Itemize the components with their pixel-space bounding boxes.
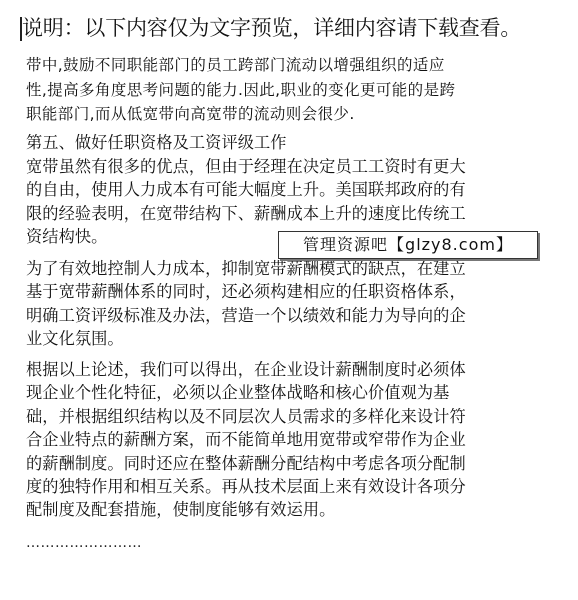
watermark-box — [278, 231, 538, 259]
section-heading — [26, 131, 556, 154]
text-line: 根据以上论述，我们可以得出，在企业设计薪酬制度时必须体 — [26, 360, 466, 379]
text-cursor — [20, 17, 22, 41]
text-line: 配制度及配套措施，使制度能够有效运用。 — [26, 500, 336, 520]
text-line: 性,提高多角度思考问题的能力.因此,职业的变化更可能的是跨 — [26, 80, 456, 99]
text-line: 为了有效地控制人力成本，抑制宽带薪酬模式的缺点，在建立 — [26, 259, 466, 278]
text-line: 础，并根据组织结构以及不同层次人员需求的多样化来设计符 — [26, 406, 466, 426]
text-line: 限的经验表明，在宽带结构下、薪酬成本上升的速度比传统工 — [26, 203, 466, 223]
ellipsis-dots: …………………… — [26, 535, 142, 551]
watermark-text: 管理资源吧【glzy8.com】 — [303, 235, 513, 254]
text-line: 明确工资评级标准及办法，营造一个以绩效和能力为导向的企 — [26, 305, 466, 325]
text-line: 度的独特作用和相互关系。再从技术层面上来有效设计各项分 — [26, 476, 466, 496]
paragraph-career-mobility — [26, 53, 556, 127]
section-heading-text: 第五、做好任职资格及工资评级工作 — [26, 133, 287, 152]
preview-notice-header — [22, 14, 521, 42]
paragraph-conclusion — [26, 358, 556, 522]
text-line: 业文化氛围。 — [26, 329, 124, 349]
text-line: 资结构快。 — [26, 227, 108, 247]
text-line: 带中,鼓励不同职能部门的员工跨部门流动以增强组织的适应 — [26, 56, 445, 74]
preview-notice-text: 说明：以下内容仅为文字预览，详细内容请下载查看。 — [22, 16, 522, 40]
text-line: 现企业个性化特征，必须以企业整体战略和核心价值观为基 — [26, 383, 450, 403]
text-line: 的薪酬制度。同时还应在整体薪酬分配结构中考虑各项分配制 — [26, 453, 466, 473]
text-line: 合企业特点的薪酬方案，而不能简单地用宽带或窄带作为企业 — [26, 430, 466, 450]
paragraph-cost-control — [26, 257, 556, 351]
text-line: 宽带虽然有很多的优点，但由于经理在决定员工工资时有更大 — [26, 157, 466, 176]
text-line: 职能部门,而从低宽带向高宽带的流动则会很少. — [26, 105, 355, 123]
text-line: 基于宽带薪酬体系的同时，还必须构建相应的任职资格体系， — [26, 282, 466, 302]
text-line: 的自由，使用人力成本有可能大幅度上升。美国联邦政府的有 — [26, 180, 466, 200]
